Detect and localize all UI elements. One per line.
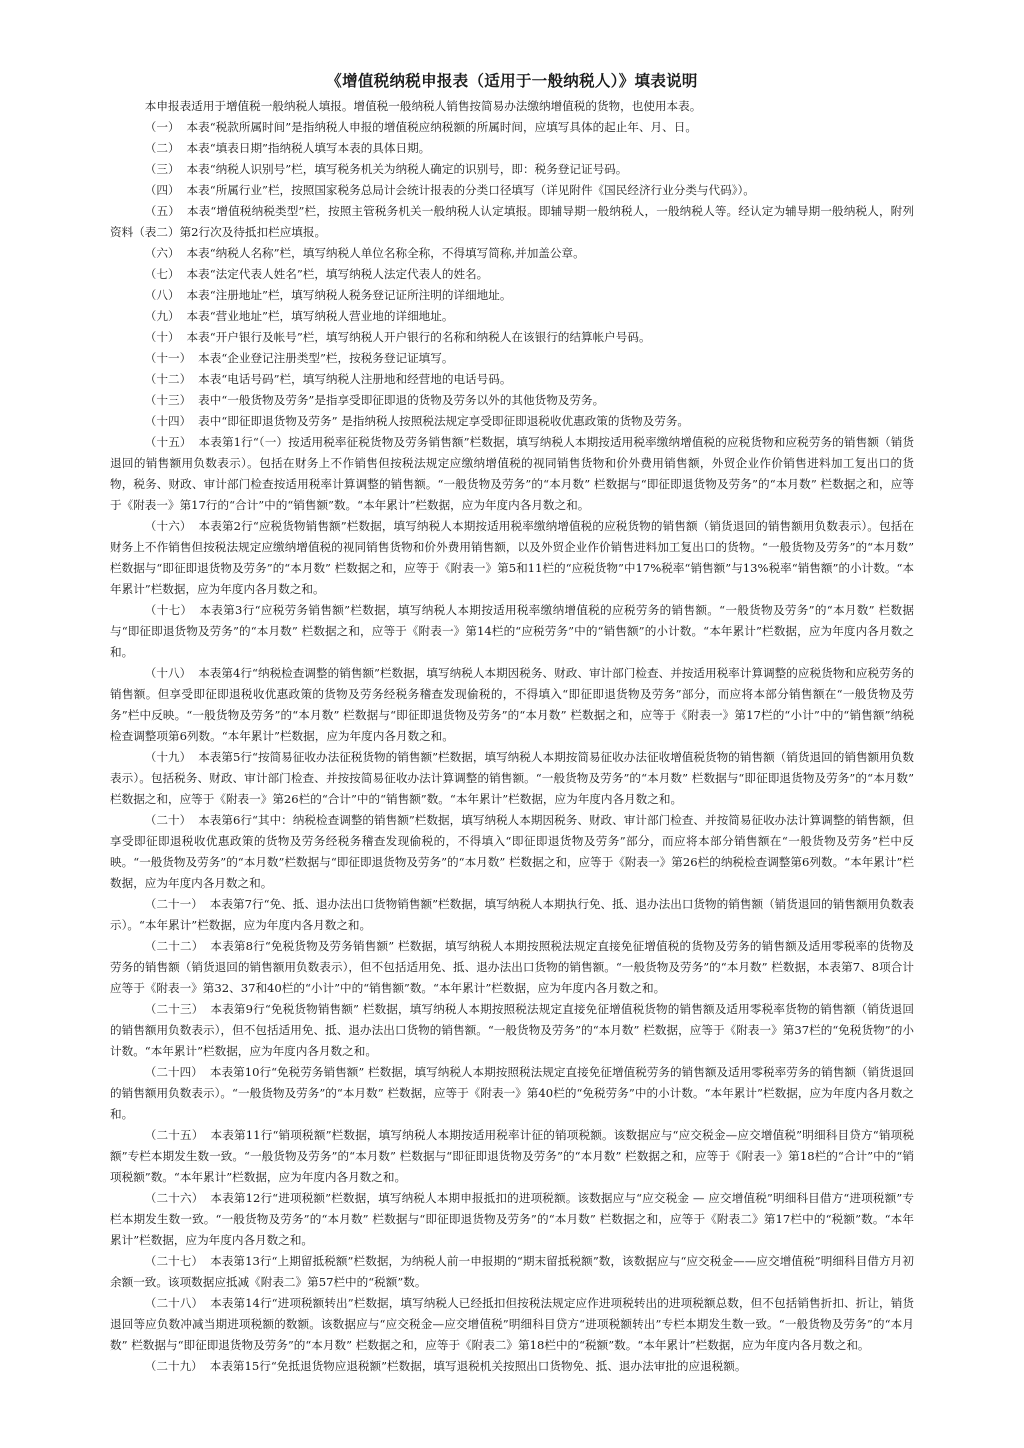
instruction-paragraph bbox=[110, 1356, 914, 1377]
paragraph-number: （三） bbox=[144, 162, 180, 176]
paragraph-text: 本表第13行“上期留抵税额”栏数据，为纳税人前一申报期的“期末留抵税额”数，该数据应与“应交税金——应交增值税”明细科目借方月初余额一致。该项数据应抵减《附表二》第57栏中的“税额”数。 bbox=[110, 1254, 914, 1289]
paragraph-number: （二十八） bbox=[144, 1296, 204, 1310]
paragraph-text: 本表“电话号码”栏，填写纳税人注册地和经营地的电话号码。 bbox=[198, 372, 512, 386]
instruction-paragraph bbox=[110, 138, 914, 159]
instruction-paragraph bbox=[110, 96, 914, 117]
document-body bbox=[110, 96, 914, 1377]
paragraph-text: 本表第12行“进项税额”栏数据，填写纳税人本期申报抵扣的进项税额。该数据应与“应交税金 — 应交增值税”明细科目借方“进项税额”专栏本期发生数一致。“一般货物及劳务”的“本月数” 栏数据与“即征即退货物及劳务”的“本月数” 栏数据之和，应等于《附表二》第17栏中的“税额”数。“本年累计”栏数据，应为年度内各月数之和。 bbox=[110, 1191, 914, 1247]
paragraph-number: （二） bbox=[144, 141, 180, 155]
paragraph-text: 本申报表适用于增值税一般纳税人填报。增值税一般纳税人销售按简易办法缴纳增值税的货物，也使用本表。 bbox=[144, 99, 702, 113]
paragraph-number: （二十三） bbox=[144, 1002, 204, 1016]
instruction-paragraph bbox=[110, 600, 914, 663]
paragraph-text: 本表第5行“按简易征收办法征税货物的销售额”栏数据，填写纳税人本期按简易征收办法征收增值税货物的销售额（销货退回的销售额用负数表示）。包括税务、财政、审计部门检查、并按按简易征收办法计算调整的销售额。“一般货物及劳务”的“本月数” 栏数据与“即征即退货物及劳务”的“本月数” 栏数据之和，应等于《附表一》第26栏的“合计”中的“销售额”数。“本年累计”栏数据，应为年度内各月数之和。 bbox=[110, 750, 914, 806]
instruction-paragraph bbox=[110, 180, 914, 201]
instruction-paragraph bbox=[110, 201, 914, 243]
instruction-paragraph bbox=[110, 264, 914, 285]
instruction-paragraph bbox=[110, 747, 914, 810]
instruction-paragraph bbox=[110, 306, 914, 327]
paragraph-text: 本表第6行“其中：纳税检查调整的销售额”栏数据，填写纳税人本期因税务、财政、审计部门检查、并按简易征收办法计算调整的销售额，但享受即征即退税收优惠政策的货物及劳务经税务稽查发现偷税的，不得填入“即征即退货物及劳务”部分，而应将本部分销售额在“一般货物及劳务”栏中反映。“一般货物及劳务”的“本月数”栏数据与“即征即退货物及劳务”的“本月数” 栏数据之和，应等于《附表一》第26栏的纳税检查调整第6列数。“本年累计”栏数据，应为年度内各月数之和。 bbox=[110, 813, 914, 890]
instruction-paragraph bbox=[110, 390, 914, 411]
instruction-paragraph bbox=[110, 432, 914, 516]
document-title: 《增值税纳税申报表（适用于一般纳税人）》填表说明 bbox=[326, 72, 698, 90]
paragraph-text: 本表第10行“免税劳务销售额” 栏数据，填写纳税人本期按照税法规定直接免征增值税劳务的销售额及适用零税率劳务的销售额（销货退回的销售额用负数表示）。“一般货物及劳务”的“本月数” 栏数据，应等于《附表一》第40栏的“免税劳务”中的小计数。“本年累计”栏数据，应为年度内各月数之和。 bbox=[110, 1065, 914, 1121]
paragraph-text: 本表“企业登记注册类型”栏，按税务登记证填写。 bbox=[198, 351, 454, 365]
instruction-paragraph bbox=[110, 369, 914, 390]
paragraph-text: 本表“纳税人识别号”栏，填写税务机关为纳税人确定的识别号，即：税务登记证号码。 bbox=[186, 162, 628, 176]
paragraph-text: 本表“增值税纳税类型”栏，按照主管税务机关一般纳税人认定填报。即辅导期一般纳税人，一般纳税人等。经认定为辅导期一般纳税人，附列资料（表二）第2行次及待抵扣栏应填报。 bbox=[110, 204, 914, 239]
instruction-paragraph bbox=[110, 159, 914, 180]
paragraph-number: （二十） bbox=[144, 813, 192, 827]
paragraph-number: （十二） bbox=[144, 372, 192, 386]
paragraph-number: （二十六） bbox=[144, 1191, 204, 1205]
instruction-paragraph bbox=[110, 1062, 914, 1125]
instruction-paragraph bbox=[110, 411, 914, 432]
paragraph-text: 本表第11行“销项税额”栏数据，填写纳税人本期按适用税率计征的销项税额。该数据应与“应交税金—应交增值税”明细科目贷方“销项税额”专栏本期发生数一致。“一般货物及劳务”的“本月数” 栏数据与“即征即退货物及劳务”的“本月数” 栏数据之和，应等于《附表一》第18栏的“合计”中的“销项税额”数。“本年累计”栏数据，应为年度内各月数之和。 bbox=[110, 1128, 914, 1184]
paragraph-number: （十六） bbox=[144, 519, 192, 533]
instruction-paragraph bbox=[110, 285, 914, 306]
paragraph-number: （十一） bbox=[144, 351, 192, 365]
paragraph-text: 本表“注册地址”栏，填写纳税人税务登记证所注明的详细地址。 bbox=[186, 288, 512, 302]
paragraph-number: （二十九） bbox=[144, 1359, 203, 1373]
instruction-paragraph bbox=[110, 516, 914, 600]
paragraph-number: （四） bbox=[144, 183, 180, 197]
paragraph-number: （二十四） bbox=[144, 1065, 203, 1079]
paragraph-number: （十） bbox=[144, 330, 180, 344]
paragraph-text: 本表第1行“（一）按适用税率征税货物及劳务销售额”栏数据，填写纳税人本期按适用税率缴纳增值税的应税货物和应税劳务的销售额（销货退回的销售额用负数表示）。包括在财务上不作销售但按税法规定应缴纳增值税的视同销售货物和价外费用销售额，外贸企业作价销售进料加工复出口的货物，税务、财政、审计部门检查按适用税率计算调整的销售额。“一般货物及劳务”的“本月数” 栏数据与“即征即退货物及劳务”的“本月数” 栏数据之和，应等于《附表一》第17行的“合计”中的“销售额”数。“本年累计”栏数据，应为年度内各月数之和。 bbox=[110, 435, 914, 512]
paragraph-text: 本表第8行“免税货物及劳务销售额” 栏数据，填写纳税人本期按照税法规定直接免征增值税的货物及劳务的销售额及适用零税率的货物及劳务的销售额（销货退回的销售额用负数表示），但不包括适用免、抵、退办法出口货物的销售额。“一般货物及劳务”的“本月数” 栏数据，本表第7、8项合计应等于《附表一》第32、37和40栏的“小计”中的“销售额”数。“本年累计”栏数据，应为年度内各月数之和。 bbox=[110, 939, 914, 995]
paragraph-text: 表中“一般货物及劳务”是指享受即征即退的货物及劳务以外的其他货物及劳务。 bbox=[198, 393, 605, 407]
paragraph-number: （二十五） bbox=[144, 1128, 204, 1142]
instruction-paragraph bbox=[110, 243, 914, 264]
paragraph-text: 表中“即征即退货物及劳务” 是指纳税人按照税法规定享受即征即退税收优惠政策的货物及劳务。 bbox=[198, 414, 690, 428]
paragraph-number: （十九） bbox=[144, 750, 192, 764]
instruction-paragraph bbox=[110, 999, 914, 1062]
paragraph-text: 本表第2行“应税货物销售额”栏数据，填写纳税人本期按适用税率缴纳增值税的应税货物的销售额（销货退回的销售额用负数表示）。包括在财务上不作销售但按税法规定应缴纳增值税的视同销售货物和价外费用销售额，以及外贸企业作价销售进料加工复出口的货物。“一般货物及劳务”的“本月数” 栏数据与“即征即退货物及劳务”的“本月数” 栏数据之和，应等于《附表一》第5和11栏的“应税货物”中17%税率“销售额”与13%税率“销售额”的小计数。“本年累计”栏数据，应为年度内各月数之和。 bbox=[110, 519, 914, 596]
instruction-paragraph bbox=[110, 327, 914, 348]
paragraph-text: 本表“所属行业”栏，按照国家税务总局计会统计报表的分类口径填写（详见附件《国民经济行业分类与代码》）。 bbox=[186, 183, 755, 197]
instruction-paragraph bbox=[110, 936, 914, 999]
paragraph-number: （六） bbox=[144, 246, 180, 260]
paragraph-number: （八） bbox=[144, 288, 180, 302]
paragraph-text: 本表第7行“免、抵、退办法出口货物销售额”栏数据，填写纳税人本期执行免、抵、退办法出口货物的销售额（销货退回的销售额用负数表示）。“本年累计”栏数据，应为年度内各月数之和。 bbox=[110, 897, 914, 932]
paragraph-text: 本表“开户银行及帐号”栏，填写纳税人开户银行的名称和纳税人在该银行的结算帐户号码。 bbox=[186, 330, 651, 344]
instruction-paragraph bbox=[110, 810, 914, 894]
paragraph-number: （九） bbox=[144, 309, 180, 323]
paragraph-number: （七） bbox=[144, 267, 180, 281]
paragraph-text: 本表第4行“纳税检查调整的销售额”栏数据，填写纳税人本期因税务、财政、审计部门检查、并按适用税率计算调整的应税货物和应税劳务的销售额。但享受即征即退税收优惠政策的货物及劳务经税务稽查发现偷税的，不得填入“即征即退货物及劳务”部分，而应将本部分销售额在“一般货物及劳务”栏中反映。“一般货物及劳务”的“本月数” 栏数据与“即征即退货物及劳务”的“本月数” 栏数据之和，应等于《附表一》第17栏的“小计”中的“销售额”纳税检查调整项第6列数。“本年累计”栏数据，应为年度内各月数之和。 bbox=[110, 666, 914, 743]
paragraph-text: 本表“营业地址”栏，填写纳税人营业地的详细地址。 bbox=[186, 309, 454, 323]
paragraph-number: （一） bbox=[144, 120, 180, 134]
paragraph-number: （十八） bbox=[144, 666, 192, 680]
instruction-paragraph bbox=[110, 663, 914, 747]
paragraph-text: 本表“法定代表人姓名”栏，填写纳税人法定代表人的姓名。 bbox=[186, 267, 489, 281]
paragraph-number: （十三） bbox=[144, 393, 192, 407]
paragraph-number: （五） bbox=[144, 204, 180, 218]
instruction-paragraph bbox=[110, 1293, 914, 1356]
paragraph-number: （十四） bbox=[144, 414, 192, 428]
paragraph-text: 本表第9行“免税货物销售额” 栏数据，填写纳税人本期按照税法规定直接免征增值税货物的销售额及适用零税率货物的销售额（销货退回的销售额用负数表示），但不包括适用免、抵、退办法出口货物的销售额。“一般货物及劳务”的“本月数” 栏数据，应等于《附表一》第37栏的“免税货物”的小计数。“本年累计”栏数据，应为年度内各月数之和。 bbox=[110, 1002, 914, 1058]
paragraph-text: 本表第3行“应税劳务销售额”栏数据，填写纳税人本期按适用税率缴纳增值税的应税劳务的销售额。“一般货物及劳务”的“本月数” 栏数据与“即征即退货物及劳务”的“本月数” 栏数据之和，应等于《附表一》第14栏的“应税劳务”中的“销售额”的小计数。“本年累计”栏数据，应为年度内各月数之和。 bbox=[110, 603, 914, 659]
paragraph-text: 本表第15行“免抵退货物应退税额”栏数据，填写退税机关按照出口货物免、抵、退办法审批的应退税额。 bbox=[209, 1359, 747, 1373]
paragraph-number: （二十七） bbox=[144, 1254, 204, 1268]
paragraph-text: 本表“填表日期”指纳税人填写本表的具体日期。 bbox=[186, 141, 431, 155]
paragraph-text: 本表“税款所属时间”是指纳税人申报的增值税应纳税额的所属时间，应填写具体的起止年、月、日。 bbox=[186, 120, 697, 134]
paragraph-number: （十五） bbox=[144, 435, 192, 449]
paragraph-number: （二十二） bbox=[144, 939, 204, 953]
instruction-paragraph bbox=[110, 117, 914, 138]
paragraph-text: 本表“纳税人名称”栏，填写纳税人单位名称全称，不得填写简称,并加盖公章。 bbox=[186, 246, 585, 260]
instruction-paragraph bbox=[110, 1251, 914, 1293]
paragraph-text: 本表第14行“进项税额转出”栏数据，填写纳税人已经抵扣但按税法规定应作进项税转出的进项税额总数，但不包括销售折扣、折让，销货退回等应负数冲减当期进项税额的数额。该数据应与“应交税金—应交增值税”明细科目贷方“进项税额转出”专栏本期发生数一致。“一般货物及劳务”的“本月数” 栏数据与“即征即退货物及劳务”的“本月数” 栏数据之和，应等于《附表二》第18栏中的“税额”数。“本年累计”栏数据，应为年度内各月数之和。 bbox=[110, 1296, 914, 1352]
instruction-paragraph bbox=[110, 348, 914, 369]
paragraph-number: （二十一） bbox=[144, 897, 203, 911]
paragraph-number: （十七） bbox=[144, 603, 193, 617]
instruction-paragraph bbox=[110, 894, 914, 936]
instruction-paragraph bbox=[110, 1125, 914, 1188]
instruction-paragraph bbox=[110, 1188, 914, 1251]
